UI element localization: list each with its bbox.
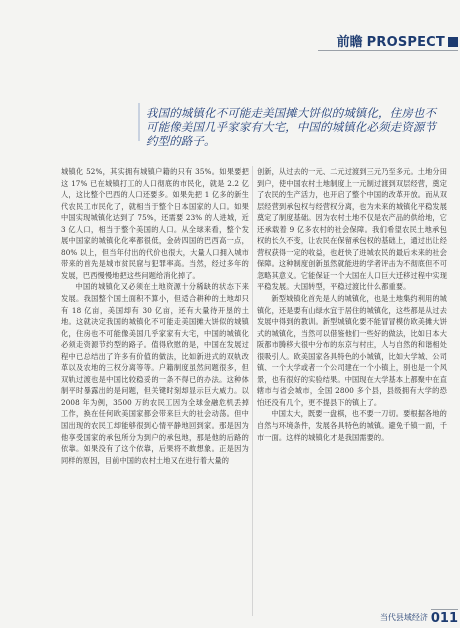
right-paragraph-1: 创新，从过去的一元、二元过渡到三元乃至多元。土地分田到户，使中国农村土地制度上一元制过渡到双层经营，奠定了农民的生产活力，也开启了整个中国的改革开放。而从双层经营到承包权与经营权分离，也为未来的城镇化平稳发展奠定了制度基础。因为农村土地不仅是农产品的供给地，它还承载着 9 亿多农村的社会保障。我们希望农民土地承包权的长久不变，让农民在保留承包权的基础上，通过出让经营权获得一定的收益，也赶快了进城农民的最后未来的社会保障。这种制度创新虽然就能进的学者评击为不彻底但不可忽略其意义。它能保证一个大国在人口巨大迁移过程中实现平稳发展。大国转型，平稳过渡比什么都重要。 [257,167,447,292]
quote-accent-bar [138,103,140,141]
right-column [257,166,447,443]
section-title-cn: 前瞻 [336,35,363,50]
column-divider [252,166,253,616]
magazine-name: 当代县域经济 [379,613,428,622]
section-header [318,28,458,51]
left-paragraph-2: 中国的城镇化又必须在土地资源十分稀缺的状态下来发展。我国整个国土面积不算小，但适合耕种的土地却只有 18 亿亩，美国却有 30 亿亩，还有大量待开垦的土地。这就决定我国的城镇化不可能走美国摊大饼似的城镇化，住房也不可能像美国几乎家家有大宅，中国的城镇化必须走资源节约型的路子。值得欣慰的是，中国在发展过程中已总结出了许多有价值的做法，比如新进式的双轨改革以及农地的三权分离等等。户籍制度虽然问题很多，但双轨过渡也是中国比较稳妥的一条不得已的办法。这种体制平时暴露出的是问题，但关键时刻却显示巨大威力。以 2008 年为例，3500 万的农民工因为全球金融危机丢掉工作，换在任何欧美国家都会带来巨大的社会动荡。但中国出现的农民工却能够很到心情平静地回到家。那是因为他享受国家的承包所分为到户的承包地，那是他的后路的依靠。如果没有了这个依靠，后果将不敢想象。正是因为同样的原因，目前中国的农村土地又在进行着大量的 [61,282,249,465]
left-paragraph-1: 城镇化 52%，其实拥有城镇户籍的只有 35%。如果要把这 17% 已在城镇打工的人口彻底的市民化，就是 2.2 亿人，这比整个巴西的人口还要多。如果先把 1 亿多的新生代农民工市民化了，就相当于整个日本国家的人口。如果中国实现城镇化达到了 75%，还需要 23% 的人进城，近 3 亿人口，相当于整个美国的人口。从全球来看，整个发展中国家的城镇化化率都很低，金砖四国的巴西高一点，80% 以上，但当年付出的代价也很大，大量人口拥入城市带来的首先是城市贫民窟与犯罪率高。当然，经过多年的发展，巴西慢慢地把这些问题给消化掉了。 [61,167,249,280]
right-paragraph-2: 新型城镇化首先是人的城镇化，也是土地集约利用的城镇化，还是要有山绿水宜于居住的城镇化，这些都是从过去发展中得到的教训。新型城镇化要不能冒冒模仿欧美摊大饼式的城镇化，当然可以借鉴他们一些好的做法，比如日本大阪都市腾移大很中分布的东京与村庄，人与自然的和谐相处很吸引人。欧美国家各具特色的小城镇，比如大学城、公司镇、一个大学或者一个公司建在一个小镇上，别也是一个风景，也有很好的实验结果。中国现在大学基本上都聚中在直辖市与省会城市，全国 2800 多个县，县级拥有大学的恐怕还没有几个，更不提县下的镇上了。 [257,294,447,407]
left-column [61,166,249,466]
right-paragraph-3: 中国太大，既要一盘棋，也不要一刀切。要根据各地的自然与环境条件，发展各具特色的城镇。避免千镇一面，千市一面。这样的城镇化才是我国需要的。 [257,409,447,442]
page-number: 011 [430,611,458,626]
section-title-en: PROSPECT [366,35,445,50]
page-footer [380,609,458,626]
pull-quote: 我国的城镇化不可能走美国摊大饼似的城镇化，住房也不可能像美国几乎家家有大宅，中国的城镇化必须走资源节约型的路子。 [146,106,436,148]
section-marker-icon [448,37,458,47]
